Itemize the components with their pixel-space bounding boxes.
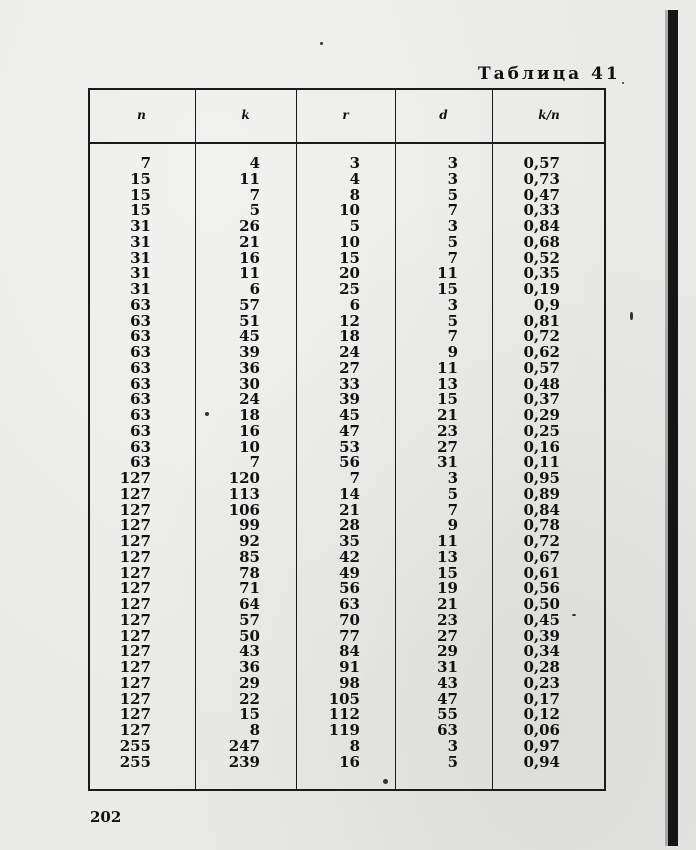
- cell-r: 84: [339, 642, 360, 661]
- cell-k: 10: [239, 437, 260, 456]
- cell-r: 12: [339, 311, 360, 330]
- cell-d: 15: [437, 563, 458, 582]
- cell-k: 39: [239, 343, 260, 361]
- cell-r: 119: [328, 721, 360, 739]
- cell-n: 127: [119, 658, 151, 676]
- cell-d: 43: [437, 673, 458, 692]
- cell-r: 39: [339, 390, 360, 409]
- cell-k-over-n: 0,78: [523, 516, 560, 535]
- cell-r: 49: [339, 563, 360, 582]
- column-header-d: d: [439, 108, 448, 122]
- cell-n: 255: [119, 752, 151, 771]
- cell-k: 51: [239, 311, 260, 330]
- cell-k-over-n: 0,48: [523, 374, 560, 393]
- cell-k-over-n: 0,47: [523, 185, 560, 204]
- cell-d: 23: [437, 421, 458, 440]
- table-row: [88, 752, 606, 771]
- cell-d: 7: [447, 327, 458, 346]
- cell-n: 63: [130, 453, 151, 472]
- cell-r: 33: [339, 374, 360, 393]
- cell-k-over-n: 0,97: [523, 736, 560, 755]
- cell-n: 127: [119, 595, 151, 613]
- cell-n: 63: [130, 343, 151, 361]
- cell-k-over-n: 0,68: [523, 232, 560, 251]
- cell-k-over-n: 0,72: [523, 532, 560, 550]
- cell-n: 127: [119, 610, 151, 629]
- cell-k-over-n: 0,89: [523, 484, 560, 503]
- cell-n: 127: [119, 500, 151, 519]
- book-spine: [668, 10, 678, 846]
- cell-k: 36: [239, 658, 260, 676]
- cell-d: 5: [447, 185, 458, 204]
- cell-k-over-n: 0,56: [523, 579, 560, 598]
- cell-n: 127: [119, 547, 151, 566]
- cell-d: 15: [437, 390, 458, 409]
- cell-d: 15: [437, 280, 458, 298]
- cell-k: 85: [239, 547, 260, 566]
- cell-n: 63: [130, 327, 151, 346]
- cell-k: 7: [249, 185, 260, 204]
- cell-r: 8: [349, 185, 360, 204]
- cell-r: 105: [328, 689, 360, 708]
- cell-k: 16: [239, 421, 260, 440]
- cell-r: 6: [349, 295, 360, 314]
- cell-d: 7: [447, 500, 458, 519]
- cell-r: 24: [339, 343, 360, 361]
- cell-n: 127: [119, 516, 151, 535]
- cell-k: 50: [239, 626, 260, 645]
- cell-n: 63: [130, 390, 151, 409]
- cell-k: 8: [249, 721, 260, 739]
- cell-d: 3: [447, 736, 458, 755]
- cell-r: 63: [339, 595, 360, 613]
- cell-r: 25: [339, 280, 360, 298]
- cell-r: 112: [328, 705, 360, 724]
- cell-k-over-n: 0,33: [523, 201, 560, 220]
- cell-d: 63: [437, 721, 458, 739]
- cell-r: 47: [339, 421, 360, 440]
- cell-n: 63: [130, 374, 151, 393]
- cell-r: 98: [339, 673, 360, 692]
- cell-k: 11: [239, 264, 260, 283]
- cell-r: 10: [339, 232, 360, 251]
- cell-k: 71: [239, 579, 260, 598]
- cell-n: 31: [130, 217, 151, 235]
- cell-r: 14: [339, 484, 360, 503]
- cell-n: 31: [130, 264, 151, 283]
- column-header-k-over-n: k/n: [538, 108, 560, 122]
- cell-n: 15: [130, 185, 151, 204]
- cell-k: 57: [239, 295, 260, 314]
- cell-d: 11: [437, 264, 458, 283]
- cell-n: 15: [130, 169, 151, 188]
- cell-n: 255: [119, 736, 151, 755]
- cell-k-over-n: 0,84: [523, 500, 560, 519]
- cell-d: 55: [437, 705, 458, 724]
- table-row: [88, 282, 606, 298]
- cell-d: 5: [447, 752, 458, 771]
- cell-n: 127: [119, 689, 151, 708]
- cell-k: 57: [239, 610, 260, 629]
- cell-k: 22: [239, 689, 260, 708]
- cell-d: 5: [447, 484, 458, 503]
- cell-r: 5: [349, 217, 360, 235]
- cell-k: 36: [239, 358, 260, 377]
- cell-k: 106: [228, 500, 260, 519]
- cell-k-over-n: 0,57: [523, 154, 560, 172]
- cell-d: 3: [447, 154, 458, 172]
- cell-d: 23: [437, 610, 458, 629]
- cell-k-over-n: 0,11: [523, 453, 560, 472]
- cell-k: 29: [239, 673, 260, 692]
- cell-k-over-n: 0,17: [523, 689, 560, 708]
- cell-k-over-n: 0,12: [523, 705, 560, 724]
- cell-k: 26: [239, 217, 260, 235]
- cell-r: 10: [339, 201, 360, 220]
- cell-k-over-n: 0,16: [523, 437, 560, 456]
- cell-k: 92: [239, 532, 260, 550]
- cell-k-over-n: 0,95: [523, 469, 560, 487]
- cell-n: 15: [130, 201, 151, 220]
- cell-k: 5: [249, 201, 260, 220]
- cell-r: 77: [339, 626, 360, 645]
- cell-r: 70: [339, 610, 360, 629]
- cell-k: 24: [239, 390, 260, 409]
- cell-k: 7: [249, 453, 260, 472]
- cell-k: 16: [239, 248, 260, 267]
- cell-d: 13: [437, 374, 458, 393]
- cell-k: 6: [249, 280, 260, 298]
- cell-n: 63: [130, 437, 151, 456]
- cell-r: 56: [339, 579, 360, 598]
- cell-d: 3: [447, 217, 458, 235]
- cell-d: 3: [447, 469, 458, 487]
- cell-k-over-n: 0,61: [523, 563, 560, 582]
- cell-k: 21: [239, 232, 260, 251]
- cell-d: 9: [447, 516, 458, 535]
- cell-k-over-n: 0,39: [523, 626, 560, 645]
- column-header-k: k: [241, 108, 250, 122]
- cell-r: 16: [339, 752, 360, 771]
- cell-r: 91: [339, 658, 360, 676]
- cell-k-over-n: 0,34: [523, 642, 560, 661]
- cell-n: 31: [130, 232, 151, 251]
- cell-k-over-n: 0,67: [523, 547, 560, 566]
- column-header-n: n: [137, 108, 146, 122]
- cell-n: 127: [119, 626, 151, 645]
- cell-k-over-n: 0,19: [523, 280, 560, 298]
- cell-r: 15: [339, 248, 360, 267]
- cell-n: 31: [130, 248, 151, 267]
- cell-k-over-n: 0,57: [523, 358, 560, 377]
- cell-n: 31: [130, 280, 151, 298]
- cell-r: 27: [339, 358, 360, 377]
- cell-k: 113: [228, 484, 260, 503]
- cell-k-over-n: 0,94: [523, 752, 560, 771]
- cell-k-over-n: 0,52: [523, 248, 560, 267]
- cell-k-over-n: 0,35: [523, 264, 560, 283]
- cell-n: 63: [130, 295, 151, 314]
- cell-r: 42: [339, 547, 360, 566]
- cell-k: 239: [228, 752, 260, 771]
- cell-d: 29: [437, 642, 458, 661]
- cell-k: 120: [228, 469, 260, 487]
- cell-r: 45: [339, 406, 360, 424]
- cell-r: 28: [339, 516, 360, 535]
- cell-k-over-n: 0,29: [523, 406, 560, 424]
- cell-k: 4: [249, 154, 260, 172]
- cell-n: 127: [119, 642, 151, 661]
- cell-d: 5: [447, 311, 458, 330]
- cell-n: 127: [119, 721, 151, 739]
- cell-k-over-n: 0,84: [523, 217, 560, 235]
- cell-d: 7: [447, 201, 458, 220]
- header-divider: [88, 142, 606, 144]
- cell-r: 3: [349, 154, 360, 172]
- cell-n: 127: [119, 484, 151, 503]
- cell-r: 56: [339, 453, 360, 472]
- cell-r: 20: [339, 264, 360, 283]
- cell-n: 127: [119, 579, 151, 598]
- cell-k: 247: [228, 736, 260, 755]
- cell-k-over-n: 0,06: [523, 721, 560, 739]
- cell-d: 27: [437, 626, 458, 645]
- cell-n: 127: [119, 705, 151, 724]
- cell-d: 21: [437, 406, 458, 424]
- cell-r: 18: [339, 327, 360, 346]
- cell-d: 9: [447, 343, 458, 361]
- cell-d: 21: [437, 595, 458, 613]
- cell-d: 31: [437, 658, 458, 676]
- cell-k-over-n: 0,37: [523, 390, 560, 409]
- cell-d: 7: [447, 248, 458, 267]
- cell-k: 43: [239, 642, 260, 661]
- cell-k: 11: [239, 169, 260, 188]
- cell-k: 15: [239, 705, 260, 724]
- cell-d: 19: [437, 579, 458, 598]
- cell-n: 63: [130, 358, 151, 377]
- cell-k-over-n: 0,23: [523, 673, 560, 692]
- cell-k: 78: [239, 563, 260, 582]
- cell-n: 63: [130, 311, 151, 330]
- cell-d: 13: [437, 547, 458, 566]
- cell-k-over-n: 0,81: [523, 311, 560, 330]
- cell-k: 45: [239, 327, 260, 346]
- cell-d: 27: [437, 437, 458, 456]
- cell-k: 64: [239, 595, 260, 613]
- cell-k-over-n: 0,45: [523, 610, 560, 629]
- cell-n: 63: [130, 421, 151, 440]
- cell-r: 4: [349, 169, 360, 188]
- cell-n: 127: [119, 673, 151, 692]
- column-header-r: r: [342, 108, 349, 122]
- cell-n: 7: [140, 154, 151, 172]
- cell-d: 3: [447, 295, 458, 314]
- cell-d: 11: [437, 358, 458, 377]
- page-number: 202: [90, 808, 122, 826]
- cell-d: 11: [437, 532, 458, 550]
- cell-n: 127: [119, 532, 151, 550]
- cell-r: 7: [349, 469, 360, 487]
- cell-n: 127: [119, 563, 151, 582]
- cell-d: 31: [437, 453, 458, 472]
- cell-k-over-n: 0,72: [523, 327, 560, 346]
- cell-n: 63: [130, 406, 151, 424]
- cell-k: 18: [239, 406, 260, 424]
- cell-k-over-n: 0,73: [523, 169, 560, 188]
- cell-n: 127: [119, 469, 151, 487]
- cell-r: 21: [339, 500, 360, 519]
- cell-k-over-n: 0,28: [523, 658, 560, 676]
- cell-d: 3: [447, 169, 458, 188]
- table-body: [88, 156, 606, 770]
- cell-d: 47: [437, 689, 458, 708]
- cell-d: 5: [447, 232, 458, 251]
- cell-k-over-n: 0,25: [523, 421, 560, 440]
- cell-r: 53: [339, 437, 360, 456]
- cell-k: 30: [239, 374, 260, 393]
- cell-k-over-n: 0,50: [523, 595, 560, 613]
- cell-k-over-n: 0,62: [523, 343, 560, 361]
- cell-r: 35: [339, 532, 360, 550]
- cell-k: 99: [239, 516, 260, 535]
- table-title: Таблица 41: [478, 64, 621, 84]
- cell-k-over-n: 0,9: [533, 295, 560, 314]
- cell-r: 8: [349, 736, 360, 755]
